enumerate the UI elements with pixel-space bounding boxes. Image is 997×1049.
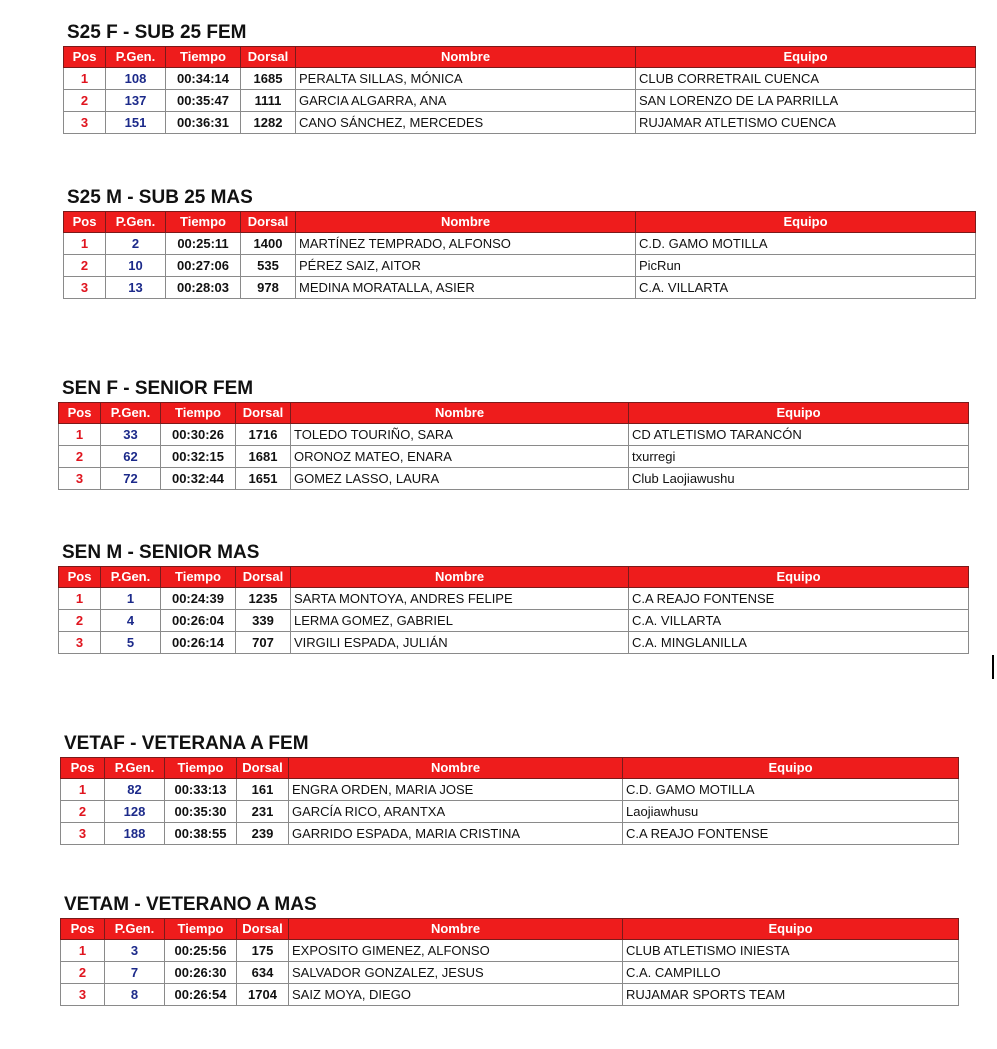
column-header-pos: Pos (64, 47, 106, 68)
cell-equipo: C.D. GAMO MOTILLA (623, 779, 959, 801)
category-title: S25 M - SUB 25 MAS (67, 187, 253, 208)
column-header-nombre: Nombre (289, 919, 623, 940)
cell-dorsal: 707 (236, 632, 291, 654)
cell-nombre: CANO SÁNCHEZ, MERCEDES (296, 112, 636, 134)
cell-pos: 3 (61, 984, 105, 1006)
cell-equipo: txurregi (629, 446, 969, 468)
cell-dorsal: 535 (241, 255, 296, 277)
cell-pos: 2 (64, 90, 106, 112)
cell-equipo: Club Laojiawushu (629, 468, 969, 490)
cell-tiempo: 00:25:11 (166, 233, 241, 255)
column-header-tiempo: Tiempo (165, 758, 237, 779)
column-header-equipo: Equipo (629, 567, 969, 588)
cell-tiempo: 00:24:39 (161, 588, 236, 610)
results-table (58, 566, 969, 654)
cell-dorsal: 1716 (236, 424, 291, 446)
table-header-row (61, 919, 959, 940)
cell-equipo: RUJAMAR ATLETISMO CUENCA (636, 112, 976, 134)
cell-equipo: CD ATLETISMO TARANCÓN (629, 424, 969, 446)
cell-dorsal: 1681 (236, 446, 291, 468)
cell-equipo: CLUB ATLETISMO INIESTA (623, 940, 959, 962)
category-section (63, 20, 976, 134)
cell-pos: 1 (64, 233, 106, 255)
category-section (60, 731, 959, 845)
cell-dorsal: 1400 (241, 233, 296, 255)
column-header-pos: Pos (59, 567, 101, 588)
cell-pgen: 8 (105, 984, 165, 1006)
cell-tiempo: 00:38:55 (165, 823, 237, 845)
results-table (58, 402, 969, 490)
cell-dorsal: 1685 (241, 68, 296, 90)
cell-tiempo: 00:28:03 (166, 277, 241, 299)
cell-pgen: 62 (101, 446, 161, 468)
column-header-pgen: P.Gen. (105, 919, 165, 940)
cell-pgen: 82 (105, 779, 165, 801)
cell-nombre: VIRGILI ESPADA, JULIÁN (291, 632, 629, 654)
cell-equipo: CLUB CORRETRAIL CUENCA (636, 68, 976, 90)
category-title: VETAM - VETERANO A MAS (64, 894, 317, 915)
cell-nombre: PÉREZ SAIZ, AITOR (296, 255, 636, 277)
table-row (59, 632, 969, 654)
column-header-pos: Pos (64, 212, 106, 233)
cell-tiempo: 00:26:30 (165, 962, 237, 984)
cell-dorsal: 1235 (236, 588, 291, 610)
cell-equipo: C.A. CAMPILLO (623, 962, 959, 984)
column-header-tiempo: Tiempo (166, 47, 241, 68)
cell-equipo: C.A REAJO FONTENSE (629, 588, 969, 610)
cell-nombre: ENGRA ORDEN, MARIA JOSE (289, 779, 623, 801)
cell-tiempo: 00:33:13 (165, 779, 237, 801)
table-header-row (59, 403, 969, 424)
results-table (63, 46, 976, 134)
table-row (64, 233, 976, 255)
column-header-pos: Pos (61, 758, 105, 779)
column-header-equipo: Equipo (623, 758, 959, 779)
cell-tiempo: 00:25:56 (165, 940, 237, 962)
cell-tiempo: 00:26:14 (161, 632, 236, 654)
column-header-dorsal: Dorsal (237, 758, 289, 779)
table-row (61, 823, 959, 845)
table-row (64, 112, 976, 134)
column-header-dorsal: Dorsal (237, 919, 289, 940)
cell-tiempo: 00:30:26 (161, 424, 236, 446)
cell-pgen: 4 (101, 610, 161, 632)
cell-pgen: 151 (106, 112, 166, 134)
cell-dorsal: 339 (236, 610, 291, 632)
cell-nombre: ORONOZ MATEO, ENARA (291, 446, 629, 468)
category-section (60, 892, 959, 1006)
column-header-tiempo: Tiempo (165, 919, 237, 940)
category-title: S25 F - SUB 25 FEM (67, 22, 247, 43)
cell-dorsal: 231 (237, 801, 289, 823)
cell-dorsal: 634 (237, 962, 289, 984)
cell-equipo: Laojiawhusu (623, 801, 959, 823)
column-header-pos: Pos (61, 919, 105, 940)
cell-pgen: 5 (101, 632, 161, 654)
cell-nombre: MARTÍNEZ TEMPRADO, ALFONSO (296, 233, 636, 255)
cell-equipo: C.A. MINGLANILLA (629, 632, 969, 654)
cell-pgen: 2 (106, 233, 166, 255)
column-header-nombre: Nombre (291, 403, 629, 424)
category-section (63, 185, 976, 299)
table-row (64, 68, 976, 90)
cell-nombre: PERALTA SILLAS, MÓNICA (296, 68, 636, 90)
table-header-row (59, 567, 969, 588)
column-header-pgen: P.Gen. (101, 403, 161, 424)
cell-pos: 3 (64, 112, 106, 134)
category-title: SEN M - SENIOR MAS (62, 542, 260, 563)
cell-tiempo: 00:36:31 (166, 112, 241, 134)
cell-nombre: GARRIDO ESPADA, MARIA CRISTINA (289, 823, 623, 845)
cell-nombre: SALVADOR GONZALEZ, JESUS (289, 962, 623, 984)
table-row (61, 801, 959, 823)
column-header-dorsal: Dorsal (236, 567, 291, 588)
column-header-nombre: Nombre (291, 567, 629, 588)
cell-dorsal: 1111 (241, 90, 296, 112)
column-header-equipo: Equipo (629, 403, 969, 424)
cell-pos: 2 (59, 610, 101, 632)
column-header-pgen: P.Gen. (106, 47, 166, 68)
cell-pos: 2 (61, 801, 105, 823)
column-header-nombre: Nombre (289, 758, 623, 779)
column-header-equipo: Equipo (636, 47, 976, 68)
results-table (60, 757, 959, 845)
table-header-row (64, 212, 976, 233)
column-header-dorsal: Dorsal (236, 403, 291, 424)
cell-pos: 3 (64, 277, 106, 299)
column-header-tiempo: Tiempo (166, 212, 241, 233)
cell-pgen: 13 (106, 277, 166, 299)
table-row (59, 468, 969, 490)
table-row (61, 984, 959, 1006)
cell-equipo: C.A. VILLARTA (629, 610, 969, 632)
cell-equipo: SAN LORENZO DE LA PARRILLA (636, 90, 976, 112)
cell-pgen: 1 (101, 588, 161, 610)
cell-dorsal: 161 (237, 779, 289, 801)
cell-pgen: 3 (105, 940, 165, 962)
table-row (59, 424, 969, 446)
cell-pgen: 10 (106, 255, 166, 277)
text-cursor (992, 655, 994, 679)
column-header-equipo: Equipo (636, 212, 976, 233)
cell-pos: 3 (61, 823, 105, 845)
table-header-row (64, 47, 976, 68)
cell-tiempo: 00:32:15 (161, 446, 236, 468)
category-title: VETAF - VETERANA A FEM (64, 733, 309, 754)
cell-tiempo: 00:35:30 (165, 801, 237, 823)
cell-pgen: 7 (105, 962, 165, 984)
cell-pos: 3 (59, 632, 101, 654)
cell-pos: 1 (59, 588, 101, 610)
cell-pgen: 72 (101, 468, 161, 490)
cell-nombre: GOMEZ LASSO, LAURA (291, 468, 629, 490)
table-row (59, 446, 969, 468)
cell-tiempo: 00:27:06 (166, 255, 241, 277)
cell-tiempo: 00:35:47 (166, 90, 241, 112)
cell-pos: 1 (59, 424, 101, 446)
cell-nombre: GARCIA ALGARRA, ANA (296, 90, 636, 112)
column-header-pos: Pos (59, 403, 101, 424)
column-header-tiempo: Tiempo (161, 567, 236, 588)
cell-nombre: MEDINA MORATALLA, ASIER (296, 277, 636, 299)
column-header-nombre: Nombre (296, 212, 636, 233)
column-header-equipo: Equipo (623, 919, 959, 940)
column-header-pgen: P.Gen. (105, 758, 165, 779)
table-row (64, 255, 976, 277)
cell-pgen: 188 (105, 823, 165, 845)
cell-dorsal: 1704 (237, 984, 289, 1006)
cell-tiempo: 00:26:54 (165, 984, 237, 1006)
column-header-pgen: P.Gen. (106, 212, 166, 233)
cell-equipo: C.A REAJO FONTENSE (623, 823, 959, 845)
cell-pgen: 108 (106, 68, 166, 90)
cell-dorsal: 978 (241, 277, 296, 299)
table-row (61, 962, 959, 984)
cell-dorsal: 175 (237, 940, 289, 962)
cell-dorsal: 1651 (236, 468, 291, 490)
table-header-row (61, 758, 959, 779)
cell-pgen: 137 (106, 90, 166, 112)
cell-nombre: SAIZ MOYA, DIEGO (289, 984, 623, 1006)
table-row (64, 90, 976, 112)
cell-dorsal: 239 (237, 823, 289, 845)
cell-pos: 1 (64, 68, 106, 90)
cell-pos: 2 (61, 962, 105, 984)
column-header-nombre: Nombre (296, 47, 636, 68)
table-row (61, 940, 959, 962)
column-header-dorsal: Dorsal (241, 212, 296, 233)
cell-tiempo: 00:34:14 (166, 68, 241, 90)
cell-equipo: C.A. VILLARTA (636, 277, 976, 299)
cell-nombre: TOLEDO TOURIÑO, SARA (291, 424, 629, 446)
category-section (58, 540, 969, 654)
cell-nombre: SARTA MONTOYA, ANDRES FELIPE (291, 588, 629, 610)
cell-nombre: LERMA GOMEZ, GABRIEL (291, 610, 629, 632)
cell-pos: 2 (59, 446, 101, 468)
cell-tiempo: 00:32:44 (161, 468, 236, 490)
table-row (64, 277, 976, 299)
cell-pgen: 128 (105, 801, 165, 823)
cell-pgen: 33 (101, 424, 161, 446)
cell-tiempo: 00:26:04 (161, 610, 236, 632)
cell-equipo: PicRun (636, 255, 976, 277)
cell-dorsal: 1282 (241, 112, 296, 134)
table-row (61, 779, 959, 801)
cell-pos: 1 (61, 940, 105, 962)
cell-pos: 2 (64, 255, 106, 277)
column-header-dorsal: Dorsal (241, 47, 296, 68)
cell-pos: 1 (61, 779, 105, 801)
category-title: SEN F - SENIOR FEM (62, 378, 254, 399)
results-table (60, 918, 959, 1006)
cell-equipo: C.D. GAMO MOTILLA (636, 233, 976, 255)
column-header-tiempo: Tiempo (161, 403, 236, 424)
cell-pos: 3 (59, 468, 101, 490)
results-table (63, 211, 976, 299)
table-row (59, 588, 969, 610)
cell-nombre: EXPOSITO GIMENEZ, ALFONSO (289, 940, 623, 962)
column-header-pgen: P.Gen. (101, 567, 161, 588)
cell-equipo: RUJAMAR SPORTS TEAM (623, 984, 959, 1006)
cell-nombre: GARCÍA RICO, ARANTXA (289, 801, 623, 823)
category-section (58, 376, 969, 490)
table-row (59, 610, 969, 632)
